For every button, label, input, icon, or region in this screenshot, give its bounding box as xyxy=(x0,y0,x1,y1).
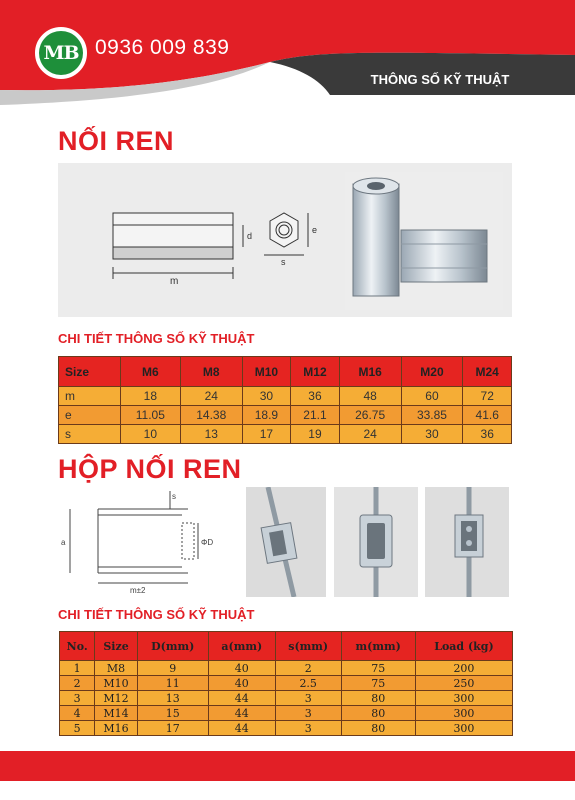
dim-label-s: s xyxy=(281,257,286,267)
table-cell: 1 xyxy=(60,661,95,676)
table-cell: s xyxy=(59,425,121,444)
table-row xyxy=(59,425,512,444)
table-cell: 17 xyxy=(137,721,208,736)
coupling-nut-image xyxy=(345,172,503,310)
table-cell: 30 xyxy=(242,387,291,406)
header-cell: M10 xyxy=(242,357,291,387)
table-header-row xyxy=(59,357,512,387)
footer-band xyxy=(0,751,575,781)
table-cell: 44 xyxy=(208,691,275,706)
coupler-box-image-2 xyxy=(334,487,418,597)
header xyxy=(0,0,575,105)
table-cell: 10 xyxy=(120,425,180,444)
table-row xyxy=(60,706,513,721)
table-cell: m xyxy=(59,387,121,406)
subtitle-hop-noi-ren-specs: CHI TIẾT THÔNG SỐ KỸ THUẬT xyxy=(58,607,255,622)
dim-label-a: a xyxy=(61,538,66,547)
header-cell: s(mm) xyxy=(275,632,341,661)
table-row xyxy=(59,406,512,425)
coupler-box-photo-1 xyxy=(246,487,326,597)
table-cell: 60 xyxy=(401,387,463,406)
coupler-box-image-1 xyxy=(246,487,326,597)
table-cell: 3 xyxy=(275,691,341,706)
header-cell: m(mm) xyxy=(341,632,415,661)
table-cell: M16 xyxy=(95,721,137,736)
table-cell: 3 xyxy=(60,691,95,706)
header-cell: a(mm) xyxy=(208,632,275,661)
table-cell: 15 xyxy=(137,706,208,721)
subtitle-noi-ren-specs: CHI TIẾT THÔNG SỐ KỸ THUẬT xyxy=(58,331,255,346)
header-cell: No. xyxy=(60,632,95,661)
coupler-box-drawing xyxy=(58,487,236,597)
noi-ren-spec-table xyxy=(58,356,512,444)
table-header-row xyxy=(60,632,513,661)
table-cell: M10 xyxy=(95,676,137,691)
logo-mark: MB xyxy=(39,31,83,75)
table-cell: 41.6 xyxy=(463,406,512,425)
table-cell: 75 xyxy=(341,676,415,691)
dim-label-s: s xyxy=(172,492,176,501)
table-cell: 300 xyxy=(415,721,512,736)
table-cell: 13 xyxy=(180,425,242,444)
header-cell: Load (kg) xyxy=(415,632,512,661)
table-cell: 75 xyxy=(341,661,415,676)
coupler-box-photo-3 xyxy=(425,487,509,597)
table-cell: 40 xyxy=(208,661,275,676)
table-cell: 5 xyxy=(60,721,95,736)
table-row xyxy=(59,387,512,406)
table-cell: 21.1 xyxy=(291,406,340,425)
table-cell: 18 xyxy=(120,387,180,406)
table-cell: 40 xyxy=(208,676,275,691)
table-row xyxy=(60,691,513,706)
table-cell: 19 xyxy=(291,425,340,444)
header-cell: M16 xyxy=(339,357,401,387)
table-cell: 24 xyxy=(180,387,242,406)
table-cell: 250 xyxy=(415,676,512,691)
table-cell: 4 xyxy=(60,706,95,721)
table-row xyxy=(60,661,513,676)
header-cell: Size xyxy=(59,357,121,387)
header-cell: M12 xyxy=(291,357,340,387)
coupling-nut-photo xyxy=(345,172,503,310)
table-cell: M12 xyxy=(95,691,137,706)
hop-noi-ren-drawing-panel xyxy=(58,487,236,597)
table-row xyxy=(60,721,513,736)
table-cell: 300 xyxy=(415,691,512,706)
table-row xyxy=(60,676,513,691)
table-cell: 2 xyxy=(60,676,95,691)
table-cell: 14.38 xyxy=(180,406,242,425)
table-cell: 48 xyxy=(339,387,401,406)
dim-label-m: m±2 xyxy=(130,586,146,595)
table-cell: e xyxy=(59,406,121,425)
dim-label-d: ΦD xyxy=(201,538,214,547)
table-cell: 11.05 xyxy=(120,406,180,425)
phone-number: 0936 009 839 xyxy=(95,36,230,59)
header-cell: Size xyxy=(95,632,137,661)
dim-label-m: m xyxy=(170,276,179,287)
table-cell: 18.9 xyxy=(242,406,291,425)
dim-label-e: e xyxy=(312,225,318,235)
table-cell: 26.75 xyxy=(339,406,401,425)
table-cell: 9 xyxy=(137,661,208,676)
table-cell: M8 xyxy=(95,661,137,676)
coupler-box-photo-2 xyxy=(334,487,418,597)
table-cell: 13 xyxy=(137,691,208,706)
table-cell: 11 xyxy=(137,676,208,691)
table-cell: 80 xyxy=(341,691,415,706)
hop-noi-ren-spec-table xyxy=(59,631,513,736)
table-cell: 17 xyxy=(242,425,291,444)
table-cell: 24 xyxy=(339,425,401,444)
header-cell: D(mm) xyxy=(137,632,208,661)
logo xyxy=(35,27,87,79)
table-cell: 300 xyxy=(415,706,512,721)
table-cell: 2.5 xyxy=(275,676,341,691)
table-cell: 30 xyxy=(401,425,463,444)
table-cell: 80 xyxy=(341,706,415,721)
table-cell: 200 xyxy=(415,661,512,676)
table-cell: M14 xyxy=(95,706,137,721)
table-cell: 3 xyxy=(275,721,341,736)
dim-label-d: d xyxy=(247,231,253,241)
coupler-box-image-3 xyxy=(425,487,509,597)
spec-banner: THÔNG SỐ KỸ THUẬT xyxy=(370,72,510,87)
section-title-noi-ren: NỐI REN xyxy=(58,126,175,156)
table-cell: 33.85 xyxy=(401,406,463,425)
table-cell: 44 xyxy=(208,706,275,721)
table-cell: 36 xyxy=(291,387,340,406)
table-cell: 3 xyxy=(275,706,341,721)
table-cell: 72 xyxy=(463,387,512,406)
table-cell: 80 xyxy=(341,721,415,736)
table-cell: 2 xyxy=(275,661,341,676)
table-cell: 36 xyxy=(463,425,512,444)
header-cell: M24 xyxy=(463,357,512,387)
header-cell: M8 xyxy=(180,357,242,387)
header-cell: M6 xyxy=(120,357,180,387)
header-cell: M20 xyxy=(401,357,463,387)
section-title-hop-noi-ren: HỘP NỐI REN xyxy=(58,454,242,484)
table-cell: 44 xyxy=(208,721,275,736)
